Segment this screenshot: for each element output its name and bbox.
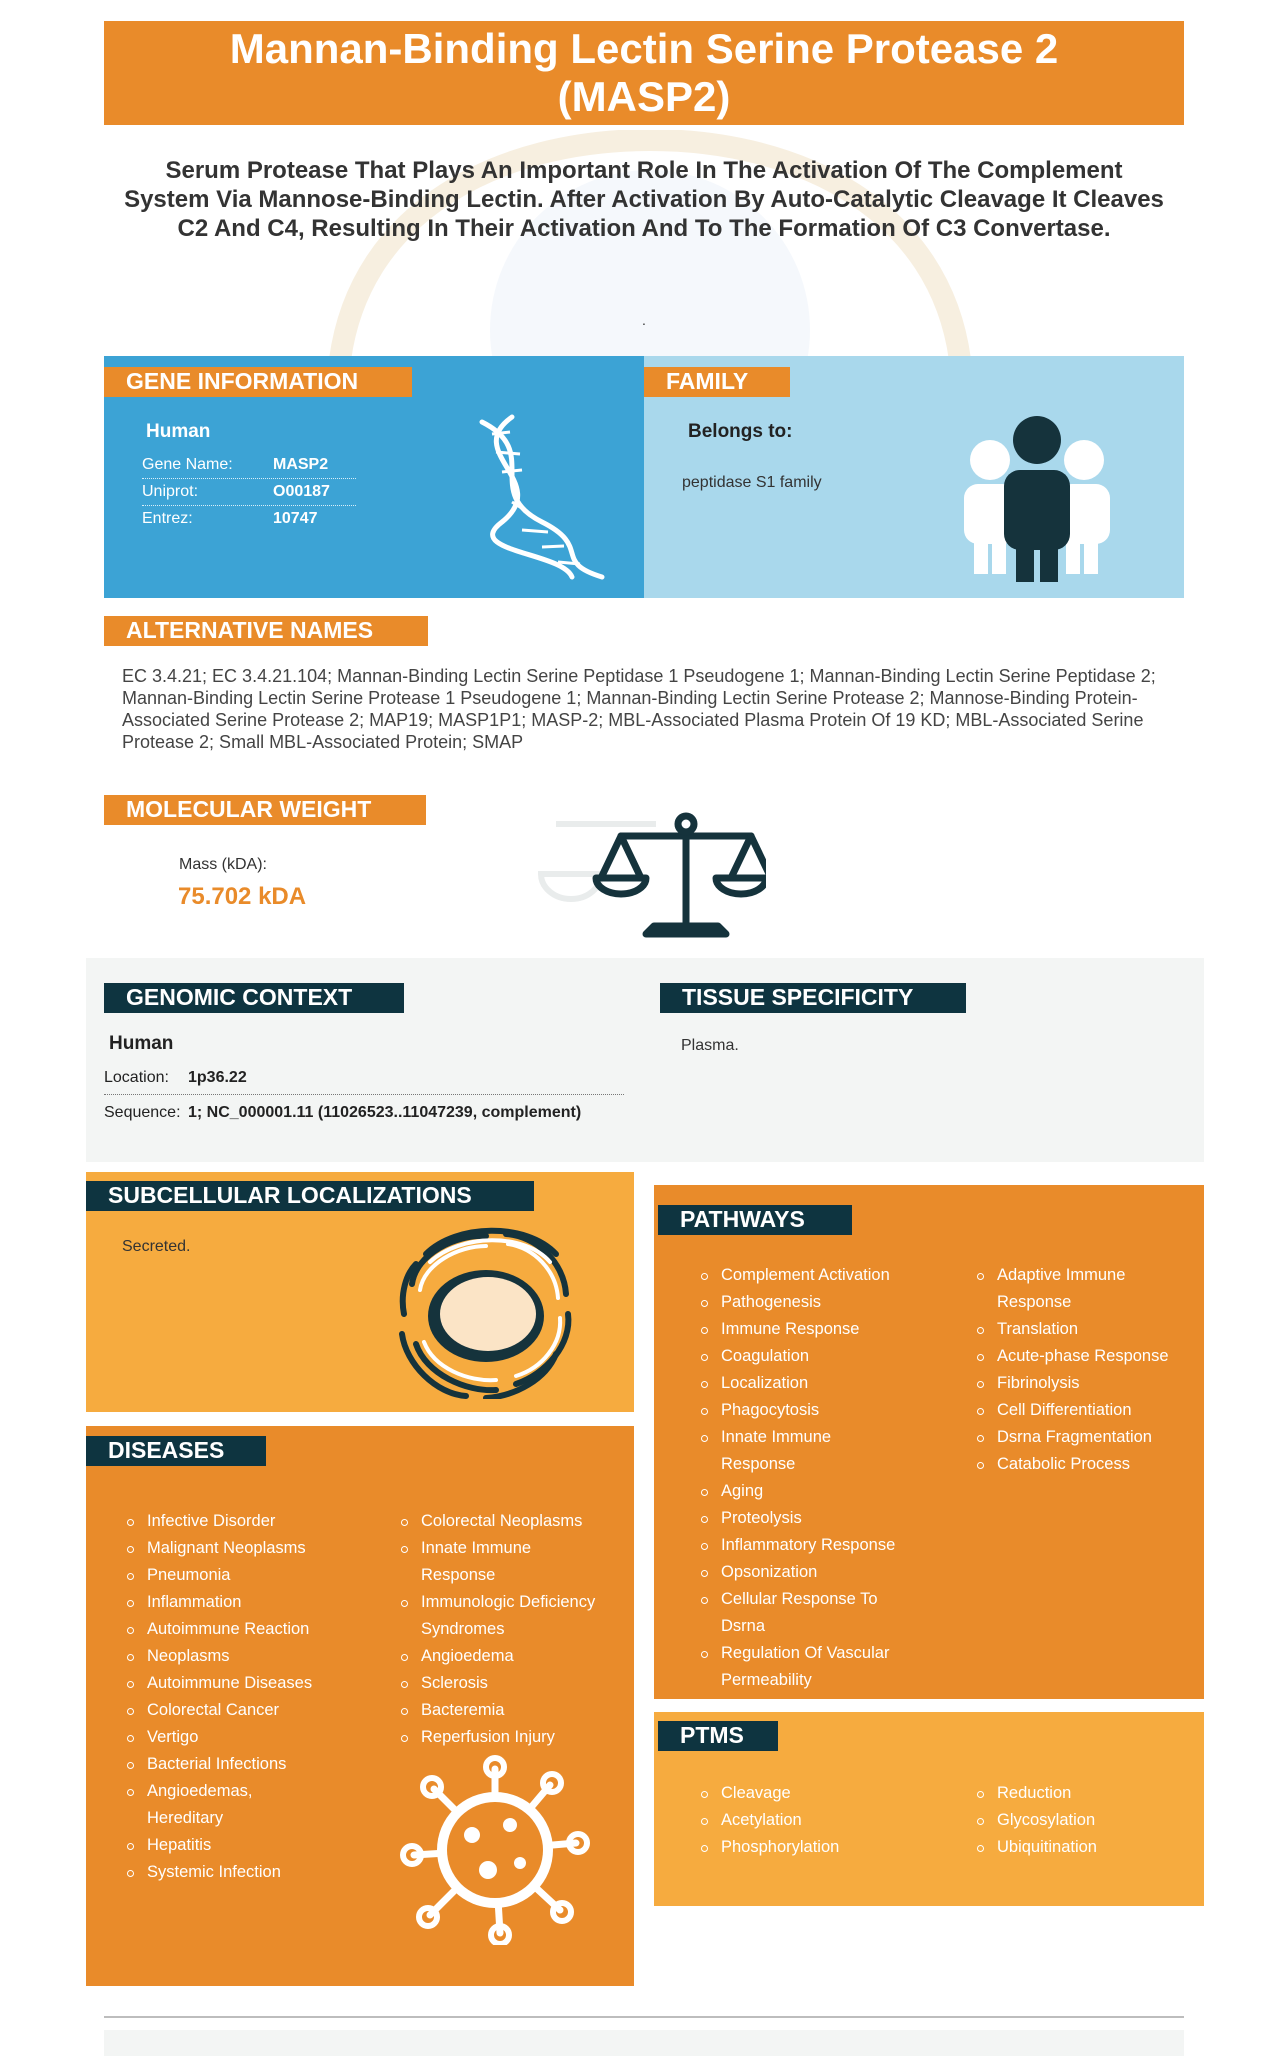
pathways-list-col1 xyxy=(701,1262,916,1694)
disease-item: Autoimmune Reaction xyxy=(127,1616,342,1643)
pathways-list-col2 xyxy=(977,1262,1177,1478)
footer-strip xyxy=(104,2030,1184,2056)
alternative-names-heading: ALTERNATIVE NAMES xyxy=(104,616,428,646)
family-value: peptidase S1 family xyxy=(682,474,822,491)
pathway-item: Complement Activation xyxy=(701,1262,916,1289)
subcellular-value: Secreted. xyxy=(122,1238,191,1255)
family-belongs-label: Belongs to: xyxy=(688,421,793,442)
location-label: Location: xyxy=(104,1069,169,1086)
disease-item: Vertigo xyxy=(127,1724,342,1751)
molecular-weight-heading: MOLECULAR WEIGHT xyxy=(104,795,426,825)
disease-item: Sclerosis xyxy=(401,1670,621,1697)
ptm-item: Ubiquitination xyxy=(977,1834,1177,1861)
ptm-item: Reduction xyxy=(977,1780,1177,1807)
ptms-heading: PTMS xyxy=(658,1721,778,1751)
pathways-heading: PATHWAYS xyxy=(658,1205,852,1235)
sequence-label: Sequence: xyxy=(104,1104,181,1121)
pathway-item: Translation xyxy=(977,1316,1177,1343)
uniprot-label: Uniprot: xyxy=(142,483,199,500)
family-heading: FAMILY xyxy=(644,367,790,397)
separator-dot: . xyxy=(642,312,646,328)
disease-item: Angioedema xyxy=(401,1643,621,1670)
footer-divider xyxy=(104,2016,1184,2018)
genomic-context-heading: GENOMIC CONTEXT xyxy=(104,983,404,1013)
ptm-item: Glycosylation xyxy=(977,1807,1177,1834)
gene-species: Human xyxy=(146,421,211,442)
pathway-item: Coagulation xyxy=(701,1343,916,1370)
pathway-item: Proteolysis xyxy=(701,1505,916,1532)
entrez-label: Entrez: xyxy=(142,510,193,527)
gene-name-label: Gene Name: xyxy=(142,456,233,473)
ptms-list-col1 xyxy=(701,1780,916,1861)
disease-item: Autoimmune Diseases xyxy=(127,1670,342,1697)
pathway-item: Inflammatory Response xyxy=(701,1532,916,1559)
entrez-value: 10747 xyxy=(273,510,318,527)
location-row xyxy=(104,1062,624,1095)
protein-summary: Serum Protease That Plays An Important Role In The Activation Of The Complement System Via Mannose-Binding Lectin. After Activation By Auto-Catalytic Cleavage It Cleaves C2 And C4, Resulting In Their Activation And To The Formation Of C3 Convertase. xyxy=(124,157,1164,242)
entrez-row xyxy=(142,505,356,532)
mass-label: Mass (kDA): xyxy=(179,856,267,873)
virus-icon xyxy=(400,1755,590,1945)
genomic-species: Human xyxy=(109,1033,174,1054)
disease-item: Reperfusion Injury xyxy=(401,1724,621,1751)
pathway-item: Aging xyxy=(701,1478,916,1505)
balance-scale-icon xyxy=(536,804,766,944)
ptm-item: Acetylation xyxy=(701,1807,916,1834)
disease-item: Pneumonia xyxy=(127,1562,342,1589)
diseases-list-col2 xyxy=(401,1508,621,1751)
disease-item: Hepatitis xyxy=(127,1832,342,1859)
pathway-item: Catabolic Process xyxy=(977,1451,1177,1478)
pathway-item: Opsonization xyxy=(701,1559,916,1586)
sequence-row xyxy=(104,1097,624,1129)
pathway-item: Cellular Response To Dsrna xyxy=(701,1586,921,1640)
tissue-specificity-heading: TISSUE SPECIFICITY xyxy=(660,983,966,1013)
disease-item: Immunologic Deficiency Syndromes xyxy=(401,1589,626,1643)
ptm-item: Phosphorylation xyxy=(701,1834,916,1861)
page-title: Mannan-Binding Lectin Serine Protease 2 (MASP2) xyxy=(104,21,1184,125)
disease-item: Angioedemas, Hereditary xyxy=(127,1778,297,1832)
disease-item: Systemic Infection xyxy=(127,1859,342,1886)
uniprot-value: O00187 xyxy=(273,483,330,500)
dna-helix-icon xyxy=(462,412,612,582)
tissue-specificity-value: Plasma. xyxy=(681,1037,739,1054)
diseases-heading: DISEASES xyxy=(86,1436,266,1466)
disease-item: Bacteremia xyxy=(401,1697,621,1724)
gene-name-row xyxy=(142,451,356,479)
uniprot-row xyxy=(142,478,356,506)
pathway-item: Dsrna Fragmentation xyxy=(977,1424,1177,1451)
location-value: 1p36.22 xyxy=(188,1069,247,1086)
disease-item: Inflammation xyxy=(127,1589,342,1616)
gene-information-heading: GENE INFORMATION xyxy=(104,367,412,397)
pathway-item: Immune Response xyxy=(701,1316,916,1343)
pathway-item: Fibrinolysis xyxy=(977,1370,1177,1397)
alternative-names-text: EC 3.4.21; EC 3.4.21.104; Mannan-Binding Lectin Serine Peptidase 1 Pseudogene 1; Mannan-Binding Lectin Serine Peptidase 2; Mannan-Binding Lectin Serine Protease 1 Pseudogene 1; Mannan-Binding Lectin Serine Protease 2; Mannose-Binding Protein-Associated Serine Protease 2; MAP19; MASP1P1; MASP-2; MBL-Associated Plasma Protein Of 19 KD; MBL-Associated Serine Protease 2; Small MBL-Associated Protein; SMAP xyxy=(122,666,1156,752)
disease-item: Innate Immune Response xyxy=(401,1535,571,1589)
pathway-item: Cell Differentiation xyxy=(977,1397,1177,1424)
disease-item: Malignant Neoplasms xyxy=(127,1535,342,1562)
pathway-item: Acute-phase Response xyxy=(977,1343,1177,1370)
pathway-item: Localization xyxy=(701,1370,916,1397)
cell-organelle-icon xyxy=(396,1214,576,1399)
pathway-item: Phagocytosis xyxy=(701,1397,916,1424)
sequence-value: 1; NC_000001.11 (11026523..11047239, complement) xyxy=(188,1104,582,1121)
disease-item: Colorectal Cancer xyxy=(127,1697,342,1724)
people-group-icon xyxy=(960,414,1114,582)
disease-item: Infective Disorder xyxy=(127,1508,342,1535)
mass-value: 75.702 kDA xyxy=(178,883,307,910)
disease-item: Colorectal Neoplasms xyxy=(401,1508,621,1535)
pathway-item: Regulation Of Vascular Permeability xyxy=(701,1640,936,1694)
ptms-list-col2 xyxy=(977,1780,1177,1861)
pathway-item: Innate Immune Response xyxy=(701,1424,871,1478)
disease-item: Bacterial Infections xyxy=(127,1751,342,1778)
ptm-item: Cleavage xyxy=(701,1780,916,1807)
gene-name-value: MASP2 xyxy=(273,456,329,473)
subcellular-heading: SUBCELLULAR LOCALIZATIONS xyxy=(86,1181,534,1211)
disease-item: Neoplasms xyxy=(127,1643,342,1670)
pathway-item: Pathogenesis xyxy=(701,1289,916,1316)
diseases-list-col1 xyxy=(127,1508,342,1886)
pathway-item: Adaptive Immune Response xyxy=(977,1262,1147,1316)
